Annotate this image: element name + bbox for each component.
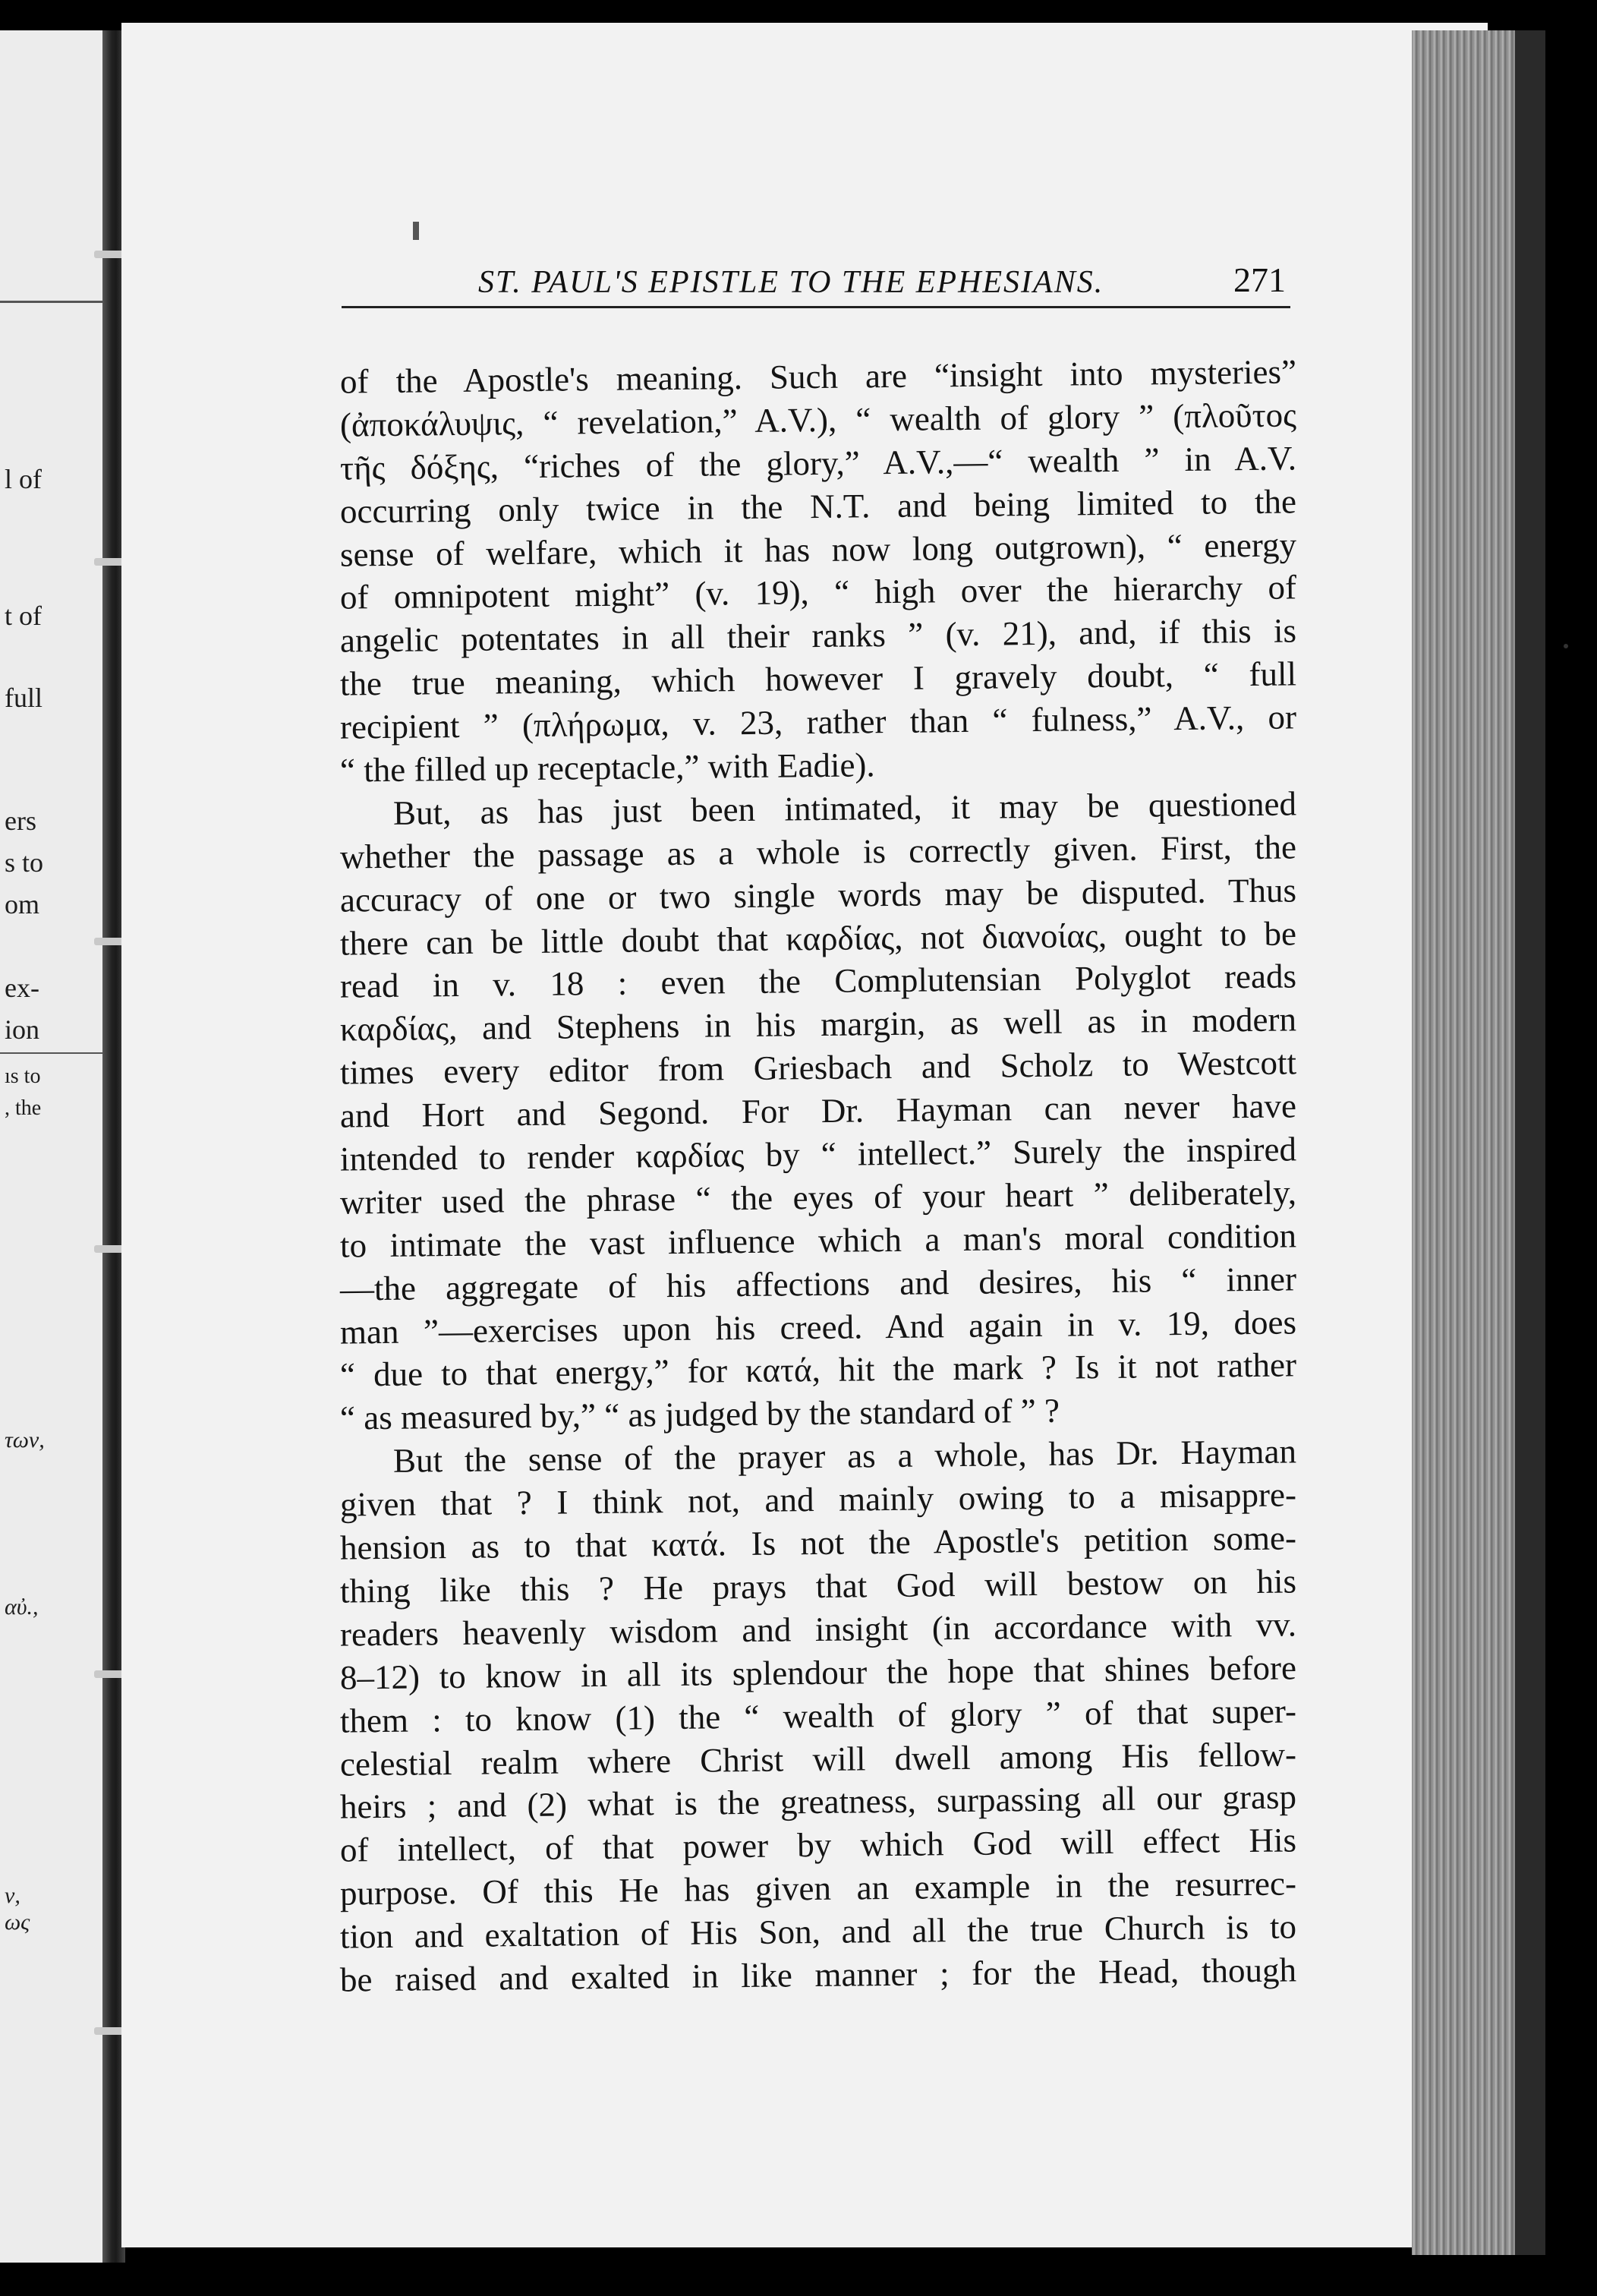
text-line: them : to know (1) the “ wealth of glory ” of that super- bbox=[339, 1692, 1297, 1740]
text-line: readers heavenly wisdom and insight (in accordance with vv. bbox=[339, 1605, 1297, 1654]
left-fragment: full bbox=[5, 683, 43, 713]
text-line: heirs ; and (2) what is the greatness, surpassing all our grasp bbox=[339, 1777, 1297, 1826]
running-title: ST. PAUL'S EPISTLE TO THE EPHESIANS. bbox=[478, 265, 1104, 300]
text-line: hension as to that κατά. Is not the Apostle's petition some- bbox=[339, 1519, 1297, 1567]
text-line: (ἀποκάλυψις, “ revelation,” A.V.), “ wealth of glory ” (πλοῦτος bbox=[339, 396, 1297, 444]
text-line: But, as has just been intimated, it may be questioned bbox=[392, 784, 1297, 832]
text-line: “ the filled up receptacle,” with Eadie). bbox=[339, 746, 875, 790]
left-fragment: ex- bbox=[5, 973, 39, 1003]
left-fragment: l of bbox=[5, 464, 42, 494]
text-line: to intimate the vast influence which a man's moral condition bbox=[339, 1216, 1297, 1265]
binding-stitch bbox=[94, 1670, 124, 1678]
ink-mark bbox=[413, 222, 419, 240]
text-line: tion and exaltation of His Son, and all the true Church is to bbox=[339, 1907, 1297, 1956]
left-fragment: t of bbox=[5, 601, 42, 631]
book-page bbox=[121, 23, 1488, 2247]
left-fragment: ion bbox=[5, 1014, 40, 1045]
text-line: of omnipotent might” (v. 19), “ high over the hierarchy of bbox=[339, 568, 1297, 617]
page-edges bbox=[1412, 30, 1545, 2255]
left-facing-page bbox=[0, 30, 114, 2263]
binding-stitch bbox=[94, 2027, 124, 2035]
page-number: 271 bbox=[1233, 260, 1286, 299]
text-line: of the Apostle's meaning. Such are “insight into mysteries” bbox=[339, 352, 1297, 401]
left-fragment: ers bbox=[5, 806, 36, 836]
text-line: —the aggregate of his affections and desires, his “ inner bbox=[339, 1260, 1297, 1308]
text-line: sense of welfare, which it has now long outgrown), “ energy bbox=[339, 525, 1297, 574]
left-fragment: αὐ., bbox=[5, 1594, 39, 1620]
text-line: accuracy of one or two single words may be disputed. Thus bbox=[339, 871, 1297, 919]
left-fragment: s to bbox=[5, 847, 44, 878]
text-line: there can be little doubt that καρδίας, not διανοίας, ought to be bbox=[339, 913, 1297, 963]
left-page-rule bbox=[0, 301, 106, 303]
text-line: thing like this ? He prays that God will bestow on his bbox=[339, 1562, 1297, 1610]
binding-stitch bbox=[94, 558, 124, 566]
text-line: times every editor from Griesbach and Scholz to Westcott bbox=[339, 1043, 1297, 1092]
text-line: But the sense of the prayer as a whole, has Dr. Hayman bbox=[392, 1432, 1297, 1481]
header-rule bbox=[342, 306, 1290, 308]
text-line: intended to render καρδίας by “ intellect.” Surely the inspired bbox=[339, 1130, 1297, 1178]
text-line: of intellect, of that power by which God will effect His bbox=[339, 1821, 1297, 1869]
text-line: writer used the phrase “ the eyes of your heart ” deliberately, bbox=[339, 1173, 1297, 1222]
text-line: man ”—exercises upon his creed. And again in v. 19, does bbox=[339, 1302, 1297, 1351]
left-fragment: ν, bbox=[5, 1883, 20, 1908]
text-line: angelic potentates in all their ranks ” (v. 21), and, if this is bbox=[339, 611, 1297, 660]
text-line: “ due to that energy,” for κατά, hit the mark ? Is it not rather bbox=[339, 1345, 1297, 1395]
text-line: recipient ” (πλήρωμα, v. 23, rather than “ fulness,” A.V., or bbox=[339, 698, 1297, 746]
text-line: and Hort and Segond. For Dr. Hayman can never have bbox=[339, 1086, 1297, 1135]
binding-stitch bbox=[94, 251, 124, 258]
left-fragment: ıs to bbox=[5, 1064, 41, 1088]
text-line: “ as measured by,” “ as judged by the standard of ” ? bbox=[339, 1392, 1060, 1437]
text-line: whether the passage as a whole is correctly given. First, the bbox=[339, 828, 1297, 876]
text-line: 8–12) to know in all its splendour the hope that shines before bbox=[339, 1648, 1297, 1697]
binding-stitch bbox=[94, 1245, 124, 1253]
left-fragment: , the bbox=[5, 1096, 42, 1120]
text-line: be raised and exalted in like manner ; for the Head, though bbox=[339, 1951, 1297, 1999]
left-fragment: om bbox=[5, 889, 40, 919]
left-page-rule-lower bbox=[0, 1052, 106, 1054]
body-text bbox=[339, 352, 1297, 1999]
text-line: celestial realm where Christ will dwell among His fellow- bbox=[339, 1734, 1297, 1784]
text-line: purpose. Of this He has given an example in the resurrec- bbox=[339, 1864, 1297, 1913]
text-line: τῆς δόξης, “riches of the glory,” A.V.,—“ wealth ” in A.V. bbox=[339, 439, 1297, 487]
text-line: read in v. 18 : even the Complutensian Polyglot reads bbox=[339, 957, 1297, 1006]
text-line: given that ? I think not, and mainly owing to a misappre- bbox=[339, 1475, 1297, 1524]
left-fragment: ως bbox=[5, 1910, 30, 1935]
text-line: occurring only twice in the N.T. and being limited to the bbox=[339, 482, 1297, 531]
binding-stitch bbox=[94, 938, 124, 945]
left-fragment: των, bbox=[5, 1427, 45, 1452]
text-line: καρδίας, and Stephens in his margin, as well as in modern bbox=[339, 1000, 1297, 1049]
text-line: the true meaning, which however I gravely doubt, “ full bbox=[339, 654, 1297, 703]
dust-speck bbox=[1564, 644, 1568, 648]
